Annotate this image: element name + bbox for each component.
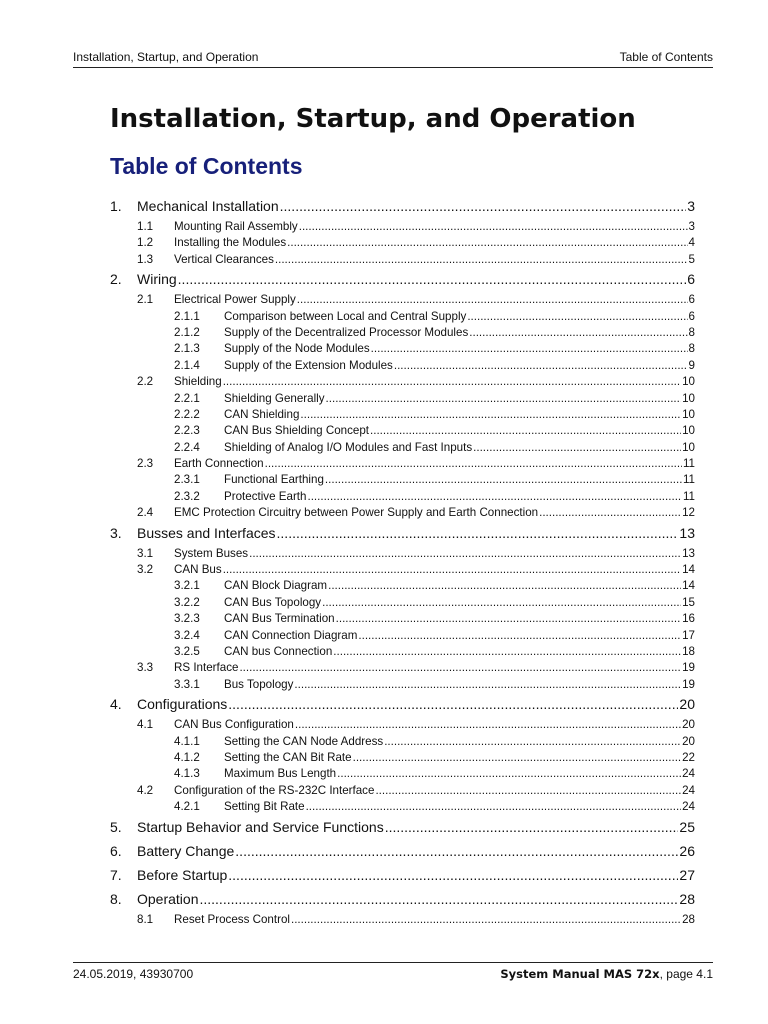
toc-entry-page: 9: [688, 358, 695, 372]
toc-entry-2-2[interactable]: [110, 374, 695, 390]
toc-entry-3-3[interactable]: [110, 660, 695, 676]
toc-entry-page: 13: [679, 524, 695, 541]
toc-dot-leader: [384, 734, 681, 750]
toc-entry-number: 3.3.1: [174, 677, 200, 691]
toc-entry-page: 28: [679, 890, 695, 907]
toc-entry-title: Earth Connection: [174, 457, 264, 471]
toc-dot-leader: [371, 341, 688, 357]
toc-entry-number: 2.1.4: [174, 358, 200, 372]
toc-entry-title: Mounting Rail Assembly: [174, 220, 298, 233]
toc-dot-leader: [297, 292, 688, 308]
toc-entry-page: 10: [682, 440, 695, 454]
toc-entry-5[interactable]: [110, 817, 695, 840]
toc-entry-title: Reset Process Control: [174, 912, 290, 926]
toc-entry-title: CAN Block Diagram: [224, 579, 328, 593]
toc-entry-2-1-3[interactable]: [110, 341, 695, 357]
toc-dot-leader: [178, 269, 687, 289]
toc-entry-3-3-1[interactable]: [110, 677, 695, 693]
toc-entry-title: Configuration of the RS-232C Interface: [174, 783, 375, 797]
toc-dot-leader: [337, 766, 681, 782]
toc-entry-title: Supply of the Decentralized Processor Modules: [224, 325, 469, 339]
toc-entry-page: 3: [687, 198, 695, 214]
toc-entry-3-1[interactable]: [110, 546, 695, 562]
toc-entry-3-2-4[interactable]: [110, 628, 695, 644]
toc-dot-leader: [280, 196, 687, 216]
toc-entry-2-3-1[interactable]: [110, 472, 695, 488]
toc-entry-4-2-1[interactable]: [110, 799, 695, 815]
toc-entry-number: 3.: [110, 524, 122, 541]
toc-entry-number: 6.: [110, 842, 122, 859]
toc-entry-1-1[interactable]: [110, 219, 695, 235]
toc-entry-page: 8: [688, 325, 695, 339]
toc-entry-number: 4.1.3: [174, 767, 200, 781]
toc-entry-page: 12: [682, 506, 695, 520]
toc-entry-page: 8: [688, 342, 695, 356]
toc-entry-8-1[interactable]: [110, 912, 695, 928]
toc-entry-title: Operation: [137, 890, 199, 907]
toc-entry-number: 2.2.1: [174, 391, 200, 405]
toc-entry-number: 4.1.1: [174, 734, 200, 748]
toc-entry-1[interactable]: [110, 196, 695, 219]
toc-dot-leader: [249, 546, 681, 562]
toc-entry-title: CAN Shielding: [224, 407, 300, 421]
page-header: [73, 50, 713, 64]
toc-dot-leader: [473, 440, 681, 456]
toc-entry-number: 8.1: [137, 912, 154, 926]
toc-entry-4-1-3[interactable]: [110, 766, 695, 782]
toc-dot-leader: [228, 694, 678, 714]
toc-entry-number: 3.2.3: [174, 612, 200, 626]
toc-entry-1-3[interactable]: [110, 252, 695, 268]
toc-entry-2-4[interactable]: [110, 505, 695, 521]
toc-entry-number: 3.3: [137, 661, 154, 675]
toc-dot-leader: [306, 799, 682, 815]
toc-entry-3-2-2[interactable]: [110, 595, 695, 611]
toc-entry-title: Setting the CAN Node Address: [224, 734, 384, 748]
toc-dot-leader: [336, 611, 681, 627]
toc-dot-leader: [291, 912, 681, 928]
toc-entry-number: 3.2.1: [174, 579, 200, 593]
footer-page-number: , page 4.1: [659, 967, 713, 981]
toc-entry-title: CAN Bus: [174, 563, 222, 577]
toc-entry-title: Supply of the Extension Modules: [224, 358, 393, 372]
toc-entry-page: 27: [679, 866, 695, 883]
toc-entry-title: Supply of the Node Modules: [224, 342, 370, 356]
toc-entry-2-1-1[interactable]: [110, 309, 695, 325]
toc-entry-title: RS Interface: [174, 661, 239, 675]
toc-entry-page: 24: [682, 767, 695, 781]
toc-entry-2-1-2[interactable]: [110, 325, 695, 341]
toc-entry-title: CAN Bus Termination: [224, 612, 335, 626]
toc-entry-number: 3.2.4: [174, 628, 200, 642]
toc-entry-number: 4.1.2: [174, 750, 200, 764]
toc-entry-number: 3.2.5: [174, 644, 200, 658]
toc-dot-leader: [277, 523, 679, 543]
toc-entry-page: 10: [682, 375, 695, 389]
toc-dot-leader: [223, 562, 681, 578]
toc-entry-number: 5.: [110, 818, 122, 835]
toc-dot-leader: [239, 660, 681, 676]
toc-entry-title: Shielding of Analog I/O Modules and Fast Inputs: [224, 440, 473, 454]
toc-entry-2[interactable]: [110, 269, 695, 292]
toc-entry-title: Startup Behavior and Service Functions: [137, 818, 384, 835]
toc-entry-title: Mechanical Installation: [137, 198, 279, 214]
toc-entry-7[interactable]: [110, 865, 695, 888]
toc-entry-page: 14: [682, 563, 695, 577]
toc-dot-leader: [223, 374, 681, 390]
toc-entry-page: 26: [679, 842, 695, 859]
toc-entry-4-1-2[interactable]: [110, 750, 695, 766]
toc-entry-number: 2.2.3: [174, 424, 200, 438]
footer-date-id: 24.05.2019, 43930700: [73, 967, 194, 981]
toc-entry-title: EMC Protection Circuitry between Power Supply and Earth Connection: [174, 506, 539, 520]
toc-entry-page: 13: [682, 546, 695, 560]
toc-entry-number: 2.2.4: [174, 440, 200, 454]
toc-entry-number: 8.: [110, 890, 122, 907]
toc-dot-leader: [275, 252, 688, 268]
toc-entry-title: Setting the CAN Bit Rate: [224, 750, 352, 764]
toc-entry-page: 24: [682, 783, 695, 797]
toc-entry-6[interactable]: [110, 841, 695, 864]
toc-entry-title: CAN Bus Shielding Concept: [224, 424, 370, 438]
toc-entry-page: 6: [687, 271, 695, 288]
toc-entry-number: 4.2.1: [174, 800, 200, 814]
toc-entry-page: 28: [682, 912, 695, 926]
toc-entry-number: 1.3: [137, 252, 154, 266]
toc-entry-page: 6: [688, 293, 695, 307]
toc-entry-2-3-2[interactable]: [110, 489, 695, 505]
toc-dot-leader: [299, 219, 688, 235]
toc-entry-page: 20: [682, 718, 695, 732]
toc-entry-8[interactable]: [110, 889, 695, 912]
toc-entry-page: 16: [682, 612, 695, 626]
toc-dot-leader: [353, 750, 682, 766]
toc-dot-leader: [199, 889, 678, 909]
toc-entry-2-2-3[interactable]: [110, 423, 695, 439]
toc-dot-leader: [326, 391, 682, 407]
toc-dot-leader: [385, 817, 679, 837]
toc-entry-3-2-5[interactable]: [110, 644, 695, 660]
toc-entry-number: 2.2: [137, 375, 154, 389]
toc-entry-page: 15: [682, 595, 695, 609]
toc-entry-number: 4.: [110, 696, 122, 713]
toc-entry-page: 11: [682, 489, 695, 503]
toc-dot-leader: [325, 472, 682, 488]
toc-entry-1-2[interactable]: [110, 235, 695, 251]
page-footer: [73, 967, 713, 981]
toc-entry-page: 24: [682, 800, 695, 814]
toc-dot-leader: [287, 235, 687, 251]
toc-entry-page: 20: [679, 696, 695, 713]
footer-manual-name: System Manual MAS 72x: [500, 967, 660, 981]
toc-entry-title: Shielding Generally: [224, 391, 325, 405]
toc-entry-number: 3.2: [137, 563, 154, 577]
toc-entry-title: Comparison between Local and Central Supply: [224, 309, 467, 323]
footer-page-info: [500, 967, 713, 981]
toc-dot-leader: [469, 325, 687, 341]
toc-entry-number: 2.3: [137, 457, 154, 471]
toc-entry-number: 2.3.2: [174, 489, 200, 503]
toc-entry-title: Configurations: [137, 696, 228, 713]
toc-dot-leader: [322, 595, 681, 611]
toc-entry-4-1-1[interactable]: [110, 734, 695, 750]
toc-entry-page: 18: [682, 644, 695, 658]
toc-entry-page: 11: [682, 457, 695, 471]
toc-entry-title: Before Startup: [137, 866, 228, 883]
toc-entry-page: 3: [688, 220, 695, 233]
table-of-contents: [110, 196, 695, 928]
toc-dot-leader: [333, 644, 681, 660]
toc-dot-leader: [300, 407, 681, 423]
toc-entry-title: Busses and Interfaces: [137, 524, 276, 541]
toc-entry-4-1[interactable]: [110, 717, 695, 733]
toc-entry-page: 10: [682, 407, 695, 421]
toc-entry-number: 1.2: [137, 236, 154, 250]
toc-entry-number: 1.1: [137, 220, 154, 233]
toc-entry-3-2-1[interactable]: [110, 578, 695, 594]
toc-entry-number: 7.: [110, 866, 122, 883]
toc-entry-2-2-2[interactable]: [110, 407, 695, 423]
toc-entry-3-2-3[interactable]: [110, 611, 695, 627]
toc-dot-leader: [394, 358, 688, 374]
toc-entry-number: 2.1: [137, 293, 154, 307]
toc-entry-title: CAN Bus Configuration: [174, 718, 294, 732]
toc-entry-title: CAN Connection Diagram: [224, 628, 358, 642]
toc-dot-leader: [265, 456, 682, 472]
toc-entry-number: 1.: [110, 198, 122, 214]
toc-entry-4-2[interactable]: [110, 783, 695, 799]
toc-entry-number: 2.1.3: [174, 342, 200, 356]
toc-dot-leader: [328, 578, 681, 594]
toc-entry-3[interactable]: [110, 523, 695, 546]
toc-dot-leader: [307, 489, 681, 505]
footer-divider: [73, 962, 713, 963]
toc-entry-title: CAN Bus Topology: [224, 595, 322, 609]
toc-entry-number: 2.2.2: [174, 407, 200, 421]
toc-dot-leader: [358, 628, 681, 644]
toc-entry-page: 17: [682, 628, 695, 642]
toc-dot-leader: [295, 717, 681, 733]
toc-entry-number: 2.4: [137, 506, 154, 520]
toc-entry-number: 4.1: [137, 718, 154, 732]
toc-entry-page: 25: [679, 818, 695, 835]
toc-entry-title: Installing the Modules: [174, 236, 287, 250]
toc-entry-number: 2.1.2: [174, 325, 200, 339]
toc-dot-leader: [539, 505, 681, 521]
toc-entry-2-3[interactable]: [110, 456, 695, 472]
header-right-text: Table of Contents: [619, 50, 713, 64]
toc-entry-title: Shielding: [174, 375, 222, 389]
toc-entry-title: CAN bus Connection: [224, 644, 333, 658]
toc-entry-page: 19: [682, 677, 695, 691]
toc-entry-page: 22: [682, 750, 695, 764]
toc-entry-page: 4: [688, 236, 695, 250]
toc-entry-page: 6: [688, 309, 695, 323]
toc-entry-2-1[interactable]: [110, 292, 695, 308]
toc-entry-2-2-1[interactable]: [110, 391, 695, 407]
toc-entry-number: 3.2.2: [174, 595, 200, 609]
document-title: Installation, Startup, and Operation: [110, 104, 636, 134]
toc-entry-title: Functional Earthing: [224, 473, 324, 487]
toc-entry-page: 14: [682, 579, 695, 593]
toc-entry-number: 2.1.1: [174, 309, 200, 323]
toc-dot-leader: [235, 841, 678, 861]
toc-entry-title: System Buses: [174, 546, 249, 560]
header-left-text: Installation, Startup, and Operation: [73, 50, 259, 64]
toc-entry-title: Electrical Power Supply: [174, 293, 296, 307]
toc-entry-number: 2.3.1: [174, 473, 200, 487]
toc-entry-title: Battery Change: [137, 842, 235, 859]
toc-entry-4[interactable]: [110, 694, 695, 717]
toc-entry-page: 10: [682, 391, 695, 405]
toc-entry-page: 5: [688, 252, 695, 266]
toc-entry-title: Vertical Clearances: [174, 252, 274, 266]
toc-entry-number: 4.2: [137, 783, 154, 797]
toc-dot-leader: [467, 309, 687, 325]
toc-entry-title: Bus Topology: [224, 677, 294, 691]
toc-entry-page: 10: [682, 424, 695, 438]
toc-entry-title: Maximum Bus Length: [224, 767, 337, 781]
toc-dot-leader: [370, 423, 681, 439]
toc-entry-3-2[interactable]: [110, 562, 695, 578]
toc-entry-title: Wiring: [137, 271, 177, 288]
toc-entry-page: 19: [682, 661, 695, 675]
toc-entry-number: 3.1: [137, 546, 154, 560]
toc-entry-title: Setting Bit Rate: [224, 800, 305, 814]
toc-heading: Table of Contents: [110, 153, 303, 179]
toc-entry-2-2-4[interactable]: [110, 440, 695, 456]
toc-dot-leader: [228, 865, 678, 885]
toc-entry-page: 11: [682, 473, 695, 487]
toc-dot-leader: [375, 783, 681, 799]
toc-entry-number: 2.: [110, 271, 122, 288]
toc-entry-title: Protective Earth: [224, 489, 307, 503]
toc-entry-2-1-4[interactable]: [110, 358, 695, 374]
toc-entry-page: 20: [682, 734, 695, 748]
header-divider: [73, 67, 713, 68]
toc-dot-leader: [294, 677, 681, 693]
